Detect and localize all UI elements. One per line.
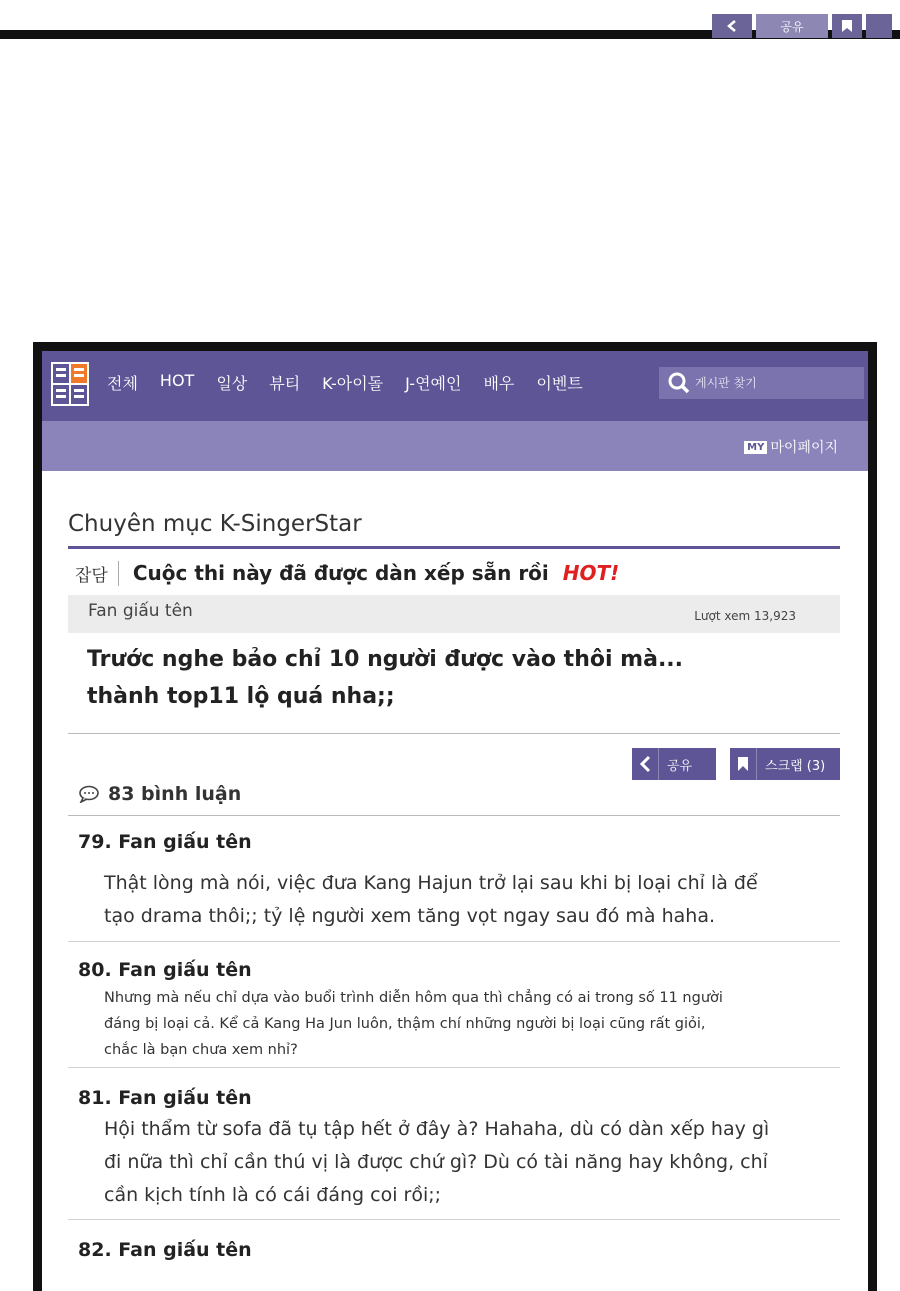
- comment-header: 79. Fan giấu tên: [78, 831, 252, 853]
- board-title-divider: [68, 546, 840, 549]
- comment-line: Nhưng mà nếu chỉ dựa vào buổi trình diễn hôm qua thì chẳng có ai trong số 11 người: [104, 990, 723, 1006]
- post-author: Fan giấu tên: [88, 601, 193, 621]
- nav-item-k-idol[interactable]: K-아이돌: [322, 374, 384, 393]
- comment-item: [68, 959, 840, 1063]
- share-button[interactable]: [632, 748, 716, 780]
- post-body-line: Trước nghe bảo chỉ 10 người được vào thôi mà...: [87, 647, 684, 672]
- top-toolbar: [712, 14, 892, 38]
- post-body: [87, 641, 827, 715]
- comment-divider: [68, 815, 840, 816]
- top-bookmark-button[interactable]: [832, 14, 862, 38]
- sub-nav: [42, 421, 868, 471]
- comment-separator: [68, 941, 840, 942]
- site-logo[interactable]: [51, 362, 89, 406]
- comment-header: 80. Fan giấu tên: [78, 959, 252, 981]
- nav-item-j-celeb[interactable]: J-연예인: [405, 374, 462, 393]
- hot-badge: HOT!: [562, 561, 620, 585]
- top-more-button[interactable]: [866, 14, 892, 38]
- comment-separator: [68, 1219, 840, 1220]
- post-body-line: thành top11 lộ quá nha;;: [87, 684, 395, 709]
- my-badge: MY: [744, 441, 767, 454]
- post-category: 잡담: [75, 561, 119, 586]
- nav-item-beauty[interactable]: 뷰티: [269, 374, 301, 393]
- mypage-label: 마이페이지: [770, 440, 838, 456]
- comment-header: 81. Fan giấu tên: [78, 1087, 252, 1109]
- comment-line: chắc là bạn chưa xem nhỉ?: [104, 1042, 298, 1058]
- comment-count: [78, 783, 241, 805]
- top-share-label[interactable]: 공유: [756, 14, 828, 38]
- share-icon: [725, 19, 739, 33]
- search-input[interactable]: [693, 375, 847, 391]
- scrap-label: 스크랩 (3): [765, 758, 826, 774]
- post-header: [75, 558, 619, 588]
- scrap-button[interactable]: [730, 748, 840, 780]
- nav-item-event[interactable]: 이벤트: [536, 374, 583, 393]
- nav-item-daily[interactable]: 일상: [216, 374, 248, 393]
- comment-item: [68, 1087, 840, 1212]
- nav-item-actor[interactable]: 배우: [483, 374, 515, 393]
- share-icon: [632, 748, 659, 780]
- board-search: [659, 367, 864, 399]
- top-share-button[interactable]: [712, 14, 752, 38]
- comment-line: cần kịch tính là có cái đáng coi rồi;;: [104, 1184, 442, 1206]
- post-body-divider: [68, 733, 840, 734]
- comment-line: đáng bị loại cả. Kể cả Kang Ha Jun luôn, thậm chí những người bị loại cũng rất giỏi,: [104, 1016, 706, 1032]
- comment-line: tạo drama thôi;; tỷ lệ người xem tăng vọt ngay sau đó mà haha.: [104, 905, 715, 927]
- search-icon[interactable]: [665, 369, 693, 397]
- comment-count-label: 83 bình luận: [108, 783, 242, 805]
- nav-item-hot[interactable]: HOT: [159, 371, 195, 390]
- view-count: Lượt xem 13,923: [694, 609, 796, 623]
- comment-separator: [68, 1067, 840, 1068]
- top-nav: [42, 351, 868, 421]
- comment-body: [104, 985, 840, 1063]
- share-label: 공유: [667, 758, 693, 774]
- comment-item: [68, 1239, 840, 1261]
- comment-body: [104, 1113, 840, 1212]
- comment-header: 82. Fan giấu tên: [78, 1239, 252, 1261]
- post-title: Cuộc thi này đã được dàn xếp sẵn rồi: [132, 561, 549, 585]
- bookmark-icon: [730, 748, 757, 780]
- bookmark-icon: [841, 19, 853, 33]
- speech-bubble-icon: [78, 785, 100, 803]
- comment-line: đi nữa thì chỉ cần thú vị là được chứ gì? Dù có tài năng hay không, chỉ: [104, 1151, 768, 1173]
- comment-item: [68, 831, 840, 933]
- comment-line: Hội thẩm từ sofa đã tụ tập hết ở đây à? Hahaha, dù có dàn xếp hay gì: [104, 1118, 770, 1140]
- board-title: Chuyên mục K-SingerStar: [68, 511, 362, 537]
- nav-item-all[interactable]: 전체: [107, 374, 138, 393]
- mypage-link[interactable]: [744, 437, 838, 457]
- comment-line: Thật lòng mà nói, việc đưa Kang Hajun trở lại sau khi bị loại chỉ là để: [104, 872, 758, 894]
- forum-panel: [33, 342, 877, 1291]
- post-meta: [68, 595, 840, 633]
- comment-body: [104, 867, 840, 933]
- nav-menu: [107, 371, 605, 394]
